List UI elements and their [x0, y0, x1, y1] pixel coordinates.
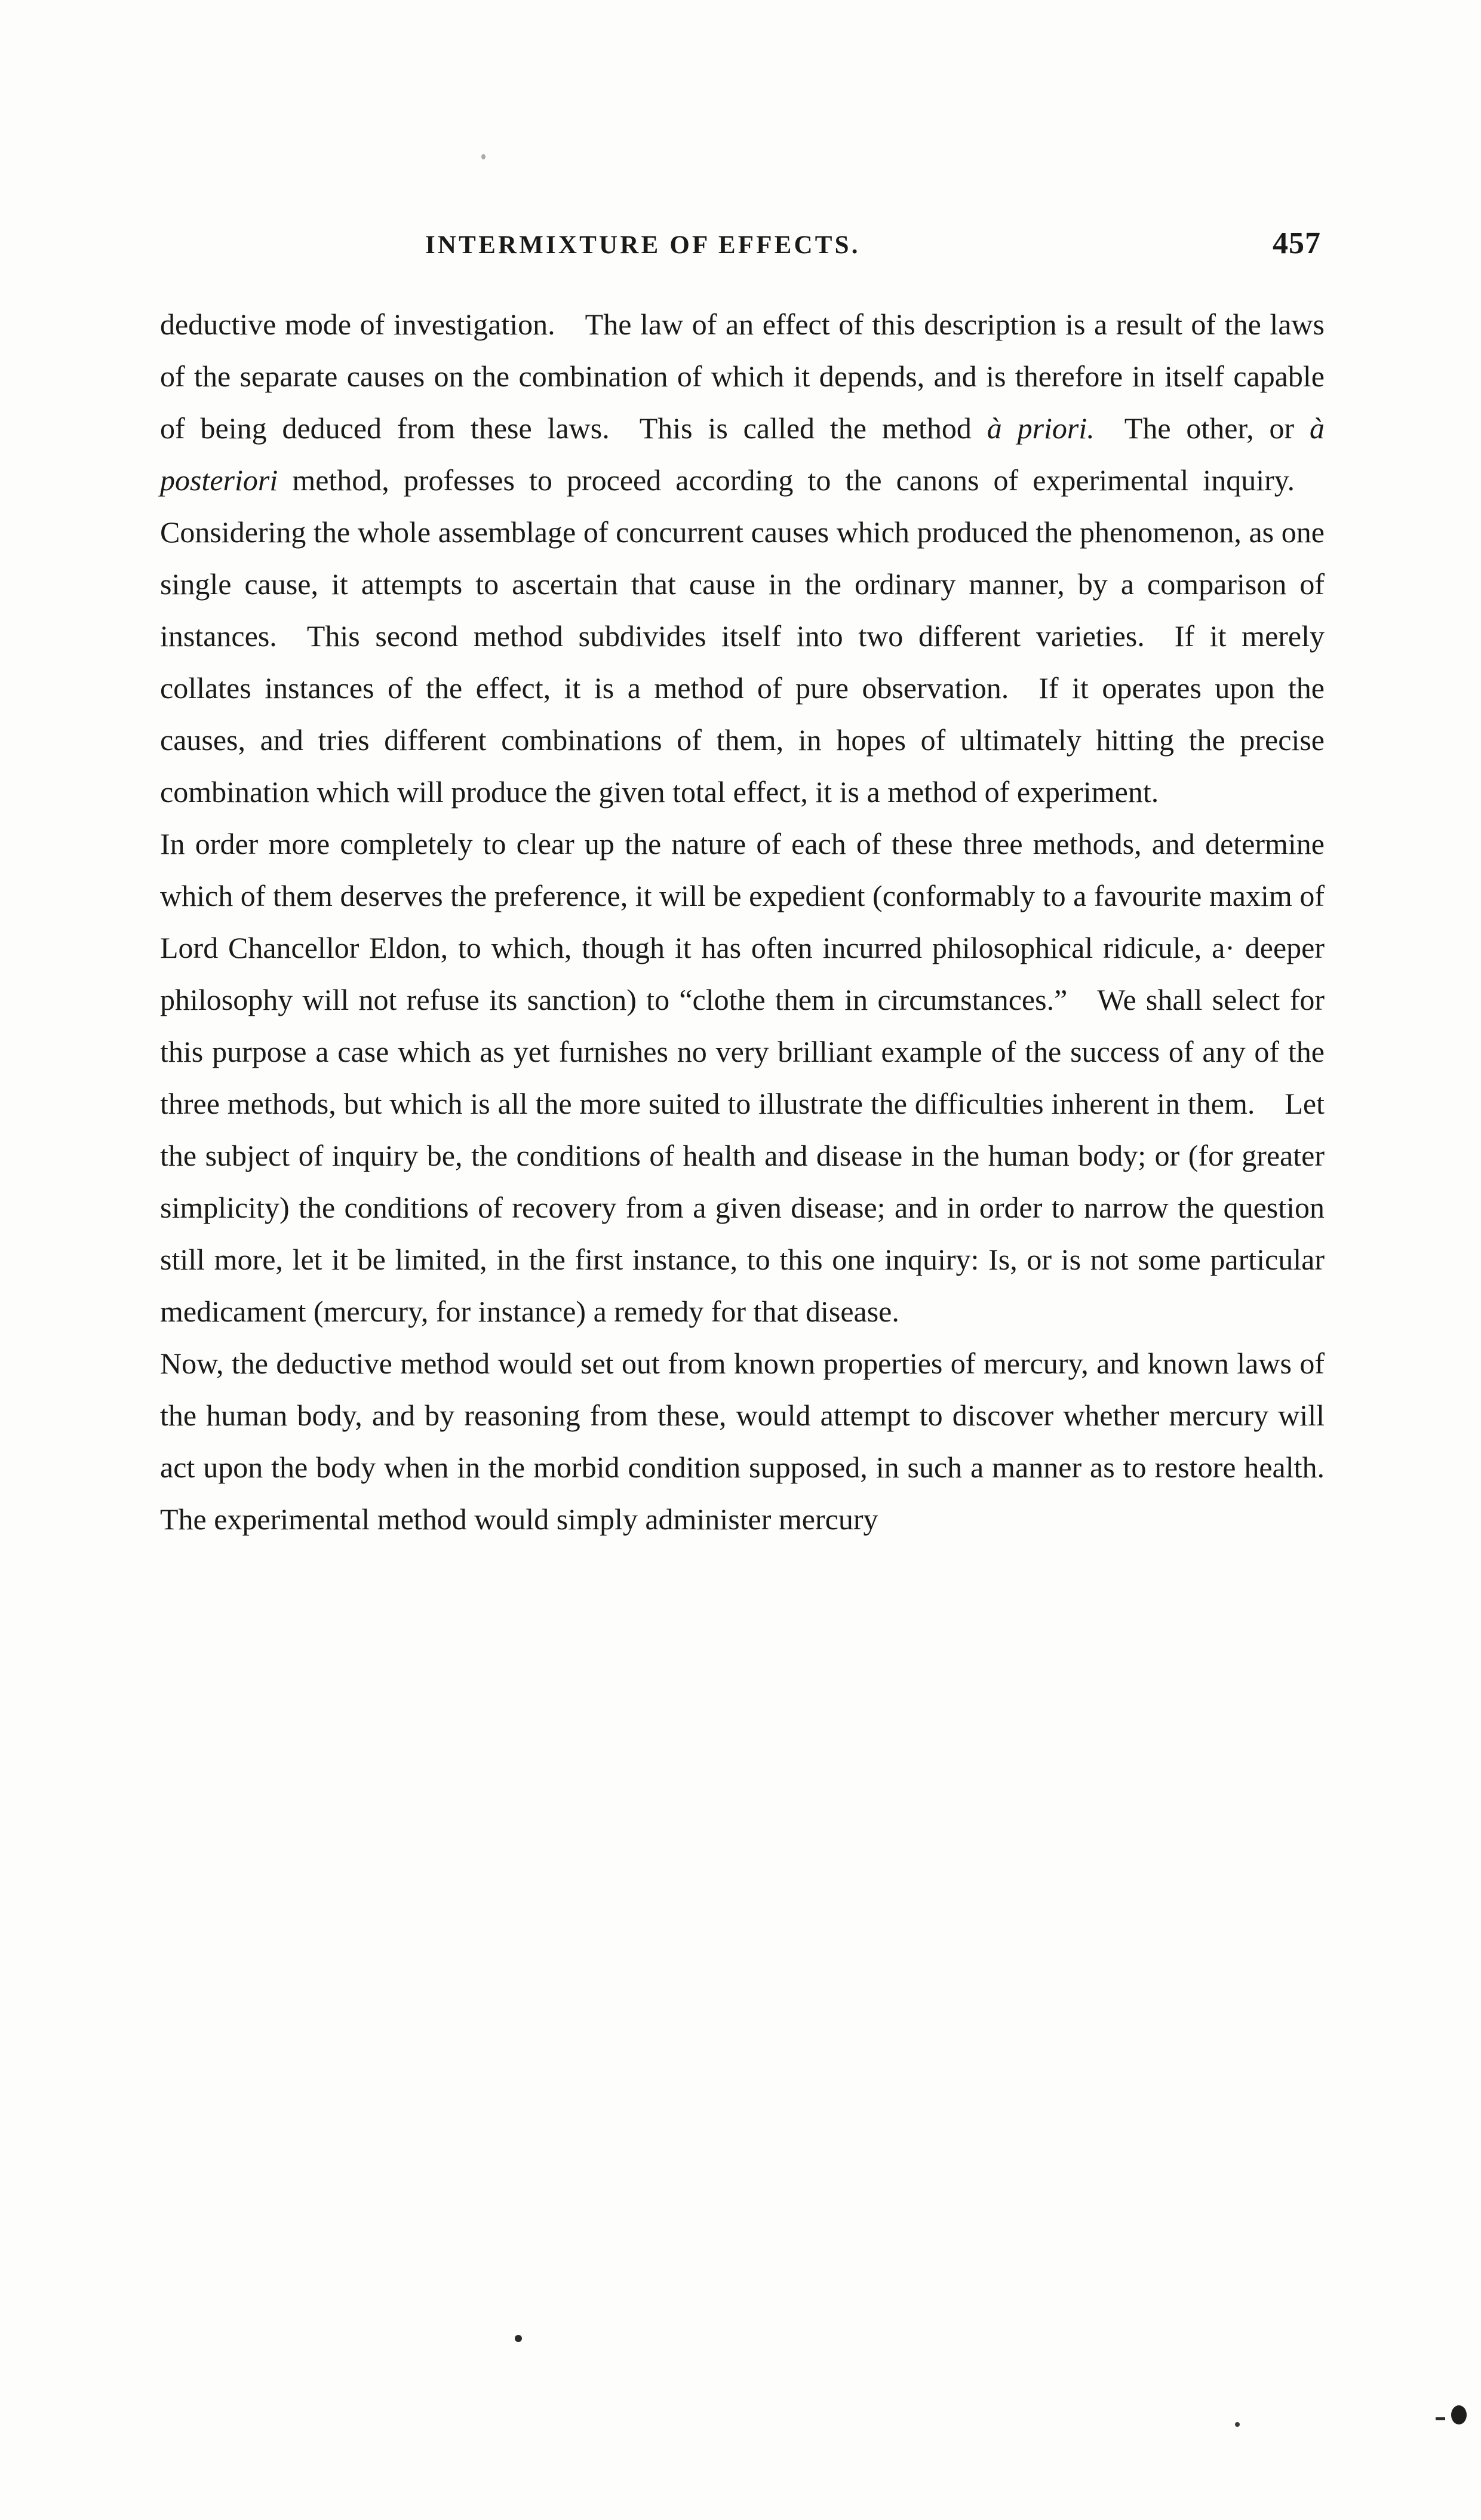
paragraph-text: deductive mode of investigation. The law of an effect of this description is a result of the laws of the separate causes on the combination of which it depends, and is therefore in itself capable of being deduced from these laws. This is called the method	[160, 308, 1325, 445]
latin-phrase-a-posteriori: à posteriori	[160, 411, 1325, 497]
page-header	[162, 226, 1321, 261]
paragraph-text-cont: method, professes to proceed according to the canons of experimental inquiry. Considering the whole assemblage of concurrent causes which produced the phenomenon, as one single cause, it attempts to ascertain that cause in the ordinary manner, by a comparison of instances. This second method subdivides itself into two different varieties. If it merely collates instances of the effect, it is a method of pure observation. If it operates upon the causes, and tries different combinations of them, in hopes of ultimately hitting the precise combination which will produce the given total effect, it is a method of experiment.	[160, 463, 1325, 809]
margin-speck-icon	[1235, 2422, 1240, 2427]
margin-blob-icon	[1451, 2405, 1467, 2424]
paragraph	[160, 1338, 1325, 1545]
paragraph-text: In order more completely to clear up the nature of each of these three methods, and determine which of them deserves the preference, it will be expedient (conformably to a favourite maxim of Lord Chancellor Eldon, to which, though it has often incurred philosophical ridicule, a· deeper philosophy will not refuse its sanction) to “clothe them in circumstances.” We shall select for this purpose a case which as yet furnishes no very brilliant example of the success of any of the three methods, but which is all the more suited to illustrate the difficulties inherent in them. Let the subject of inquiry be, the conditions of health and disease in the human body; or (for greater simplicity) the conditions of recovery from a given disease; and in order to narrow the question still more, let it be limited, in the first instance, to this one inquiry: Is, or is not some particular medicament (mercury, for instance) a remedy for that disease.	[160, 827, 1325, 1328]
scan-speck-icon	[481, 154, 486, 159]
margin-dash-icon	[1436, 2417, 1445, 2420]
paragraph-text: Now, the deductive method would set out from known properties of mercury, and known laws of the human body, and by reasoning from these, would attempt to discover whether mercury will act upon the body when in the morbid condition supposed, in such a manner as to restore health. The experimental method would simply administer mercury	[160, 1347, 1325, 1536]
running-head: INTERMIXTURE OF EFFECTS.	[425, 231, 861, 259]
paragraph	[160, 818, 1325, 1338]
page-body	[160, 299, 1325, 1545]
footer-speck-icon	[515, 2335, 522, 2342]
latin-phrase-a-priori: à priori.	[987, 411, 1095, 445]
paragraph-text-cont: The other, or	[1094, 411, 1310, 445]
page-number: 457	[1273, 226, 1321, 260]
paragraph	[160, 299, 1325, 818]
